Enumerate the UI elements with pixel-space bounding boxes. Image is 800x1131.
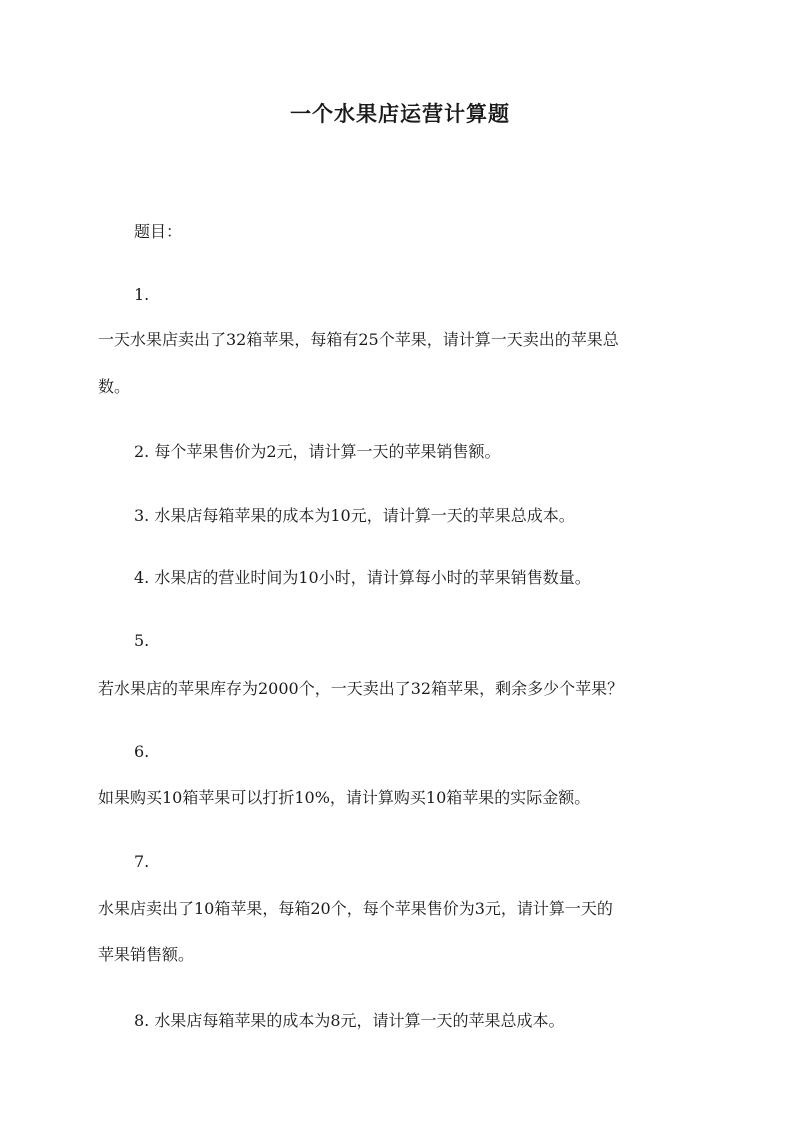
questions-heading: 题目： bbox=[134, 222, 183, 241]
question-5-number: 5. bbox=[134, 631, 150, 650]
document-title: 一个水果店运营计算题 bbox=[290, 101, 510, 126]
question-2: 2. 每个苹果售价为2元，请计算一天的苹果销售额。 bbox=[134, 442, 501, 461]
question-7-number: 7. bbox=[134, 852, 150, 871]
question-1-number: 1. bbox=[134, 285, 150, 304]
question-1-text-cont: 数。 bbox=[98, 377, 131, 396]
question-8: 8. 水果店每箱苹果的成本为8元，请计算一天的苹果总成本。 bbox=[134, 1011, 565, 1030]
question-7-text: 水果店卖出了10箱苹果，每箱20个，每个苹果售价为3元，请计算一天的 bbox=[98, 899, 613, 918]
question-5-text: 若水果店的苹果库存为2000个，一天卖出了32箱苹果，剩余多少个苹果？ bbox=[98, 679, 624, 698]
question-1-text: 一天水果店卖出了32箱苹果，每箱有25个苹果，请计算一天卖出的苹果总 bbox=[98, 330, 619, 349]
question-7-text-cont: 苹果销售额。 bbox=[98, 945, 195, 964]
question-4: 4. 水果店的营业时间为10小时，请计算每小时的苹果销售数量。 bbox=[134, 568, 591, 587]
question-6-number: 6. bbox=[134, 742, 150, 761]
question-3: 3. 水果店每箱苹果的成本为10元，请计算一天的苹果总成本。 bbox=[134, 506, 575, 525]
question-6-text: 如果购买10箱苹果可以打折10%，请计算购买10箱苹果的实际金额。 bbox=[98, 788, 591, 807]
